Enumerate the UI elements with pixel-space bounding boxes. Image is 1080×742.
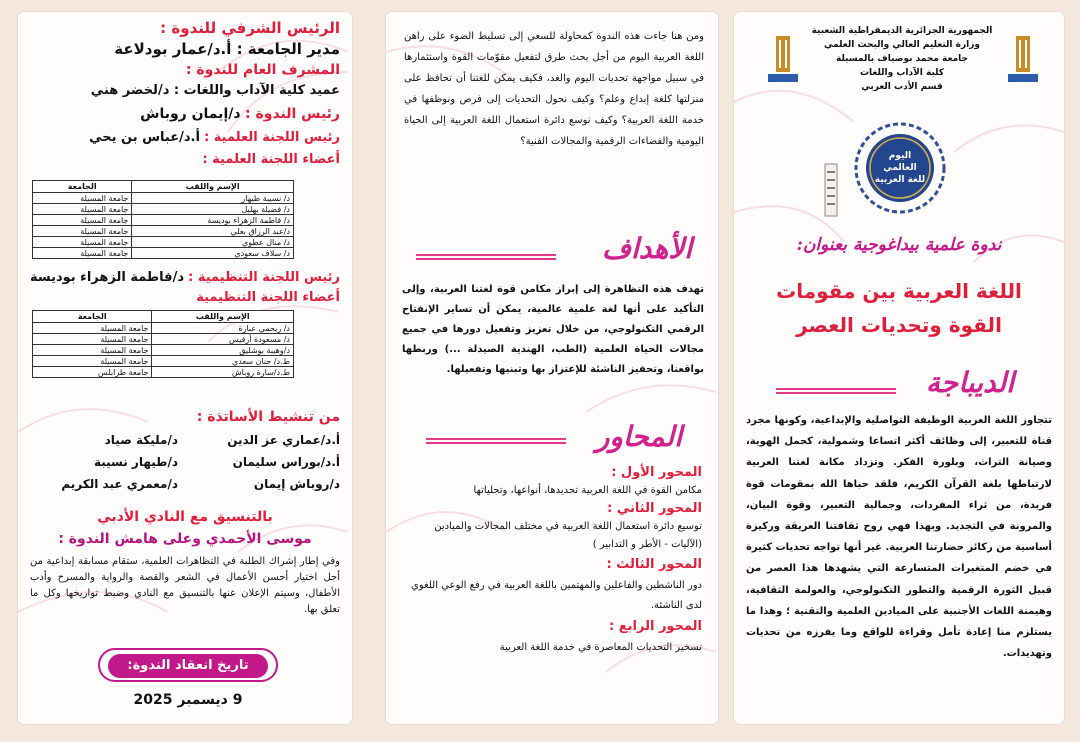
table-header-name: الإسم واللقب bbox=[152, 311, 294, 323]
axis-item bbox=[402, 554, 702, 616]
axes-list bbox=[402, 464, 702, 658]
table-header-university: الجامعة bbox=[33, 181, 132, 193]
honorary-name: مدير الجامعة : أ.د/عمار بودلاعة bbox=[114, 40, 340, 58]
moderators-title: من تنشيط الأساتذة : bbox=[196, 409, 340, 425]
moderator-name: د/معمري عبد الكريم bbox=[61, 477, 178, 491]
moderator-name: د/طيهار نسيبة bbox=[93, 455, 178, 469]
table-row bbox=[33, 248, 294, 259]
left-panel bbox=[18, 12, 352, 724]
header-line: الجمهورية الجزائرية الديمقراطية الشعبية bbox=[811, 26, 993, 36]
header-line: كلية الآداب واللغات bbox=[859, 68, 945, 78]
supervisor-name: عميد كلية الآداب واللغات : د/لخضر هني bbox=[90, 83, 340, 98]
emblem-text: اليوم العالمي للغة العربية bbox=[874, 151, 926, 185]
date-badge bbox=[98, 648, 278, 682]
member-name: ط.د/ حنان سعدي bbox=[152, 356, 294, 367]
member-university: جامعة المسيلة bbox=[33, 237, 132, 248]
header-lines bbox=[804, 24, 1000, 94]
axis-title: المحور الثالث : bbox=[606, 557, 702, 572]
objectives-title: الأهداف bbox=[601, 232, 692, 265]
table-row bbox=[33, 215, 294, 226]
table-row bbox=[33, 226, 294, 237]
member-university: جامعة المسيلة bbox=[33, 334, 152, 345]
org-committee-table bbox=[32, 310, 294, 378]
main-title-line2: القوة وتحديات العصر bbox=[796, 313, 1002, 337]
middle-panel bbox=[386, 12, 718, 724]
preamble-heading bbox=[754, 360, 1044, 408]
moderator-name: أ.د/عماري عز الدين bbox=[227, 433, 340, 447]
sci-chair-name: أ.د/عباس بن يحي bbox=[89, 130, 200, 145]
honorary-title: الرئيس الشرفي للندوة : bbox=[160, 19, 340, 37]
sci-members-title: أعضاء اللجنة العلمية : bbox=[202, 152, 340, 167]
header-line: وزارة التعليم العالي والبحث العلمي bbox=[823, 40, 981, 50]
member-name: د/ منال عطوي bbox=[132, 237, 294, 248]
table-row bbox=[33, 334, 294, 345]
table-row bbox=[33, 204, 294, 215]
member-university: جامعة المسيلة bbox=[33, 248, 132, 259]
chair-label: رئيس الندوة : bbox=[245, 106, 340, 122]
date-value: 9 ديسمبر 2025 bbox=[133, 692, 243, 708]
supervisor-title: المشرف العام للندوة : bbox=[185, 62, 340, 78]
seminar-label: ندوة علمية بيداغوجية بعنوان: bbox=[796, 235, 1002, 255]
member-name: ط.د/سارة روباش bbox=[152, 367, 294, 378]
member-university: جامعة المسيلة bbox=[33, 323, 152, 334]
table-row bbox=[33, 323, 294, 334]
member-university: جامعة المسيلة bbox=[33, 356, 152, 367]
arabic-day-emblem bbox=[852, 120, 948, 216]
member-university: جامعة المسيلة bbox=[33, 193, 132, 204]
axis-title: المحور الأول : bbox=[611, 465, 702, 480]
university-logo-right bbox=[1006, 34, 1040, 86]
main-title-line1: اللغة العربية بين مقومات bbox=[776, 279, 1022, 303]
axes-title: المحاور bbox=[595, 420, 682, 453]
date-label: تاريخ انعقاد الندوة: bbox=[108, 654, 268, 678]
coordination-names: موسى الأحمدي وعلى هامش الندوة : bbox=[58, 531, 312, 547]
moderator-name: د/روباش إيمان bbox=[253, 477, 340, 491]
member-name: د/ ريحمي عبارة bbox=[152, 323, 294, 334]
member-university: جامعة طرابلس bbox=[33, 367, 152, 378]
axis-item bbox=[402, 464, 702, 500]
axis-item bbox=[402, 500, 702, 554]
org-members-title: أعضاء اللجنة التنظيمية bbox=[196, 290, 340, 305]
moderator-name: أ.د/بوراس سليمان bbox=[232, 455, 340, 469]
member-name: د/ فضيلة بهليل bbox=[132, 204, 294, 215]
axis-text: دور الناشطين والفاعلين والمهتمين باللغة العربية في رفع الوعي اللغوي لدى الناشئة. bbox=[411, 580, 702, 611]
org-chair-name: د/فاطمة الزهراء بوديسة bbox=[29, 270, 184, 285]
sci-committee-table bbox=[32, 180, 294, 259]
header-line: قسم الأدب العربي bbox=[861, 82, 943, 92]
table-row bbox=[33, 345, 294, 356]
coordination-title: بالتنسيق مع النادي الأدبي bbox=[97, 509, 273, 525]
preamble-title: الديباجة bbox=[925, 366, 1014, 399]
preamble-text: تتجاوز اللغة العربية الوظيفة التواصلية والإبداعية، وكونها مجرد قناة للتعبير، إلى وظائف أكثر اتساعا وشمولية، كحمل الهوية، وصيانة التراث، وبلورة الفكر. وتزداد مكانة لغتنا العربية لارتباطها بلغة القرآن الكريم، فلقد حباها الله بمقومات قوة فريدة، من ثراء المفردات، وجمالية التعبير، وقوة البيان، والمرونة في التجديد. وبهذا فهي روح ثقافتنا العريقة وركيزة أساسية من ركائز حضارتنا العربية. غير أنها تواجه تحديات كثيرة في خضم المتغيرات المتسارعة التي يشهدها هذا العصر من قبيل الثورة الرقمية والتطور التكنولوجي، والعولمة الثقافية، وهيمنة اللغات الأجنبية على الميادين العلمية والتقنية ؛ وهذا ما يستلزم منا إعادة تأمل وقراءة للواقع وما يفرزه من تحديات وتهديدات. bbox=[746, 415, 1052, 660]
member-name: د/عبد الرزاق بعلي bbox=[132, 226, 294, 237]
table-row bbox=[33, 356, 294, 367]
table-row bbox=[33, 193, 294, 204]
header-line: جامعة محمد بوضياف بالمسيلة bbox=[835, 54, 969, 64]
coordination-text: وفي إطار إشراك الطلبة في التظاهرات العلمية، ستقام مسابقة إبداعية من أجل اختيار أحسن الأعمال في الشعر والقصة والرواية والمسرح وأدب الأطفال، وسيتم الإعلان عنها بالتنسيق مع النادي وضبط تواريخها وكل ما تعلق بها. bbox=[30, 556, 340, 615]
calligraphy-ornament-icon bbox=[822, 162, 840, 218]
table-header-university: الجامعة bbox=[33, 311, 152, 323]
axis-title: المحور الرابع : bbox=[609, 619, 702, 634]
table-row bbox=[33, 367, 294, 378]
member-name: د/ سلاف سعودي bbox=[132, 248, 294, 259]
main-title bbox=[744, 274, 1054, 342]
moderator-name: د/مليكة صياد bbox=[104, 433, 178, 447]
member-university: جامعة المسيلة bbox=[33, 215, 132, 226]
axis-text: تسخير التحديات المعاصرة في خدمة اللغة العربية bbox=[499, 642, 702, 653]
axis-title: المحور الثاني : bbox=[607, 501, 702, 516]
member-name: د/ نسيبة طيهار bbox=[132, 193, 294, 204]
table-header-name: الإسم واللقب bbox=[132, 181, 294, 193]
right-panel bbox=[734, 12, 1064, 724]
intro-text: ومن هنا جاءت هذه الندوة كمحاولة للسعي إلى تسليط الضوء على راهن اللغة العربية اليوم من أجل بحث طرق لتفعيل مقوّمات القوة واستثمارها في سبيل مواجهة تحديات اليوم والغد، فكيف يمكن للغتنا أن تحافظ على منزلتها كلغة إبداع وعلم؟ وكيف نحول التحديات إلى فرص ونوظفها في خدمة اللغة العربية؟ وكيف نوسع دائرة استعمال اللغة العربية إلى الحياة اليومية والفضاءات الرقمية والمجالات الفنية؟ bbox=[404, 31, 704, 147]
chair-name: د/إيمان روباش bbox=[140, 106, 241, 122]
member-university: جامعة المسيلة bbox=[33, 345, 152, 356]
member-name: د/ فاطمة الزهراء بوديسة bbox=[132, 215, 294, 226]
table-row bbox=[33, 237, 294, 248]
university-logo-left bbox=[766, 34, 800, 86]
axis-text: توسيع دائرة استعمال اللغة العربية في مختلف المجالات والميادين (الآليات - الأطر و التدابير ) bbox=[434, 521, 702, 550]
member-name: د/وهيبة بوشليق bbox=[152, 345, 294, 356]
axis-item bbox=[402, 616, 702, 658]
member-name: د/ مسعودة أرفيس bbox=[152, 334, 294, 345]
sci-chair-label: رئيس اللجنة العلمية : bbox=[204, 130, 340, 145]
member-university: جامعة المسيلة bbox=[33, 226, 132, 237]
objectives-text: تهدف هذه التظاهرة إلى إبراز مكامن قوة لغتنا العربية، وإلى التأكيد على أنها لغة علمية عالمية، يمكن أن تساير الإنفتاح الرقمي التكنولوجي، من خلال تعزيز وتفعيل دورها في جميع مجالات الحياة العلمية (الطب، الهندية الصيدلة ...) وربطها بواقعنا، وتحفيز الناشئة للإعتزاز بها وتبنيها وتفعيلها. bbox=[402, 284, 704, 375]
moderators-grid bbox=[24, 430, 340, 494]
axes-heading bbox=[406, 416, 702, 462]
objectives-heading bbox=[406, 224, 702, 274]
axis-text: مكامن القوة في اللغة العربية تحديدها، أنواعها، وتجلياتها bbox=[473, 485, 702, 496]
org-chair-label: رئيس اللجنة التنظيمية : bbox=[188, 270, 340, 285]
member-university: جامعة المسيلة bbox=[33, 204, 132, 215]
